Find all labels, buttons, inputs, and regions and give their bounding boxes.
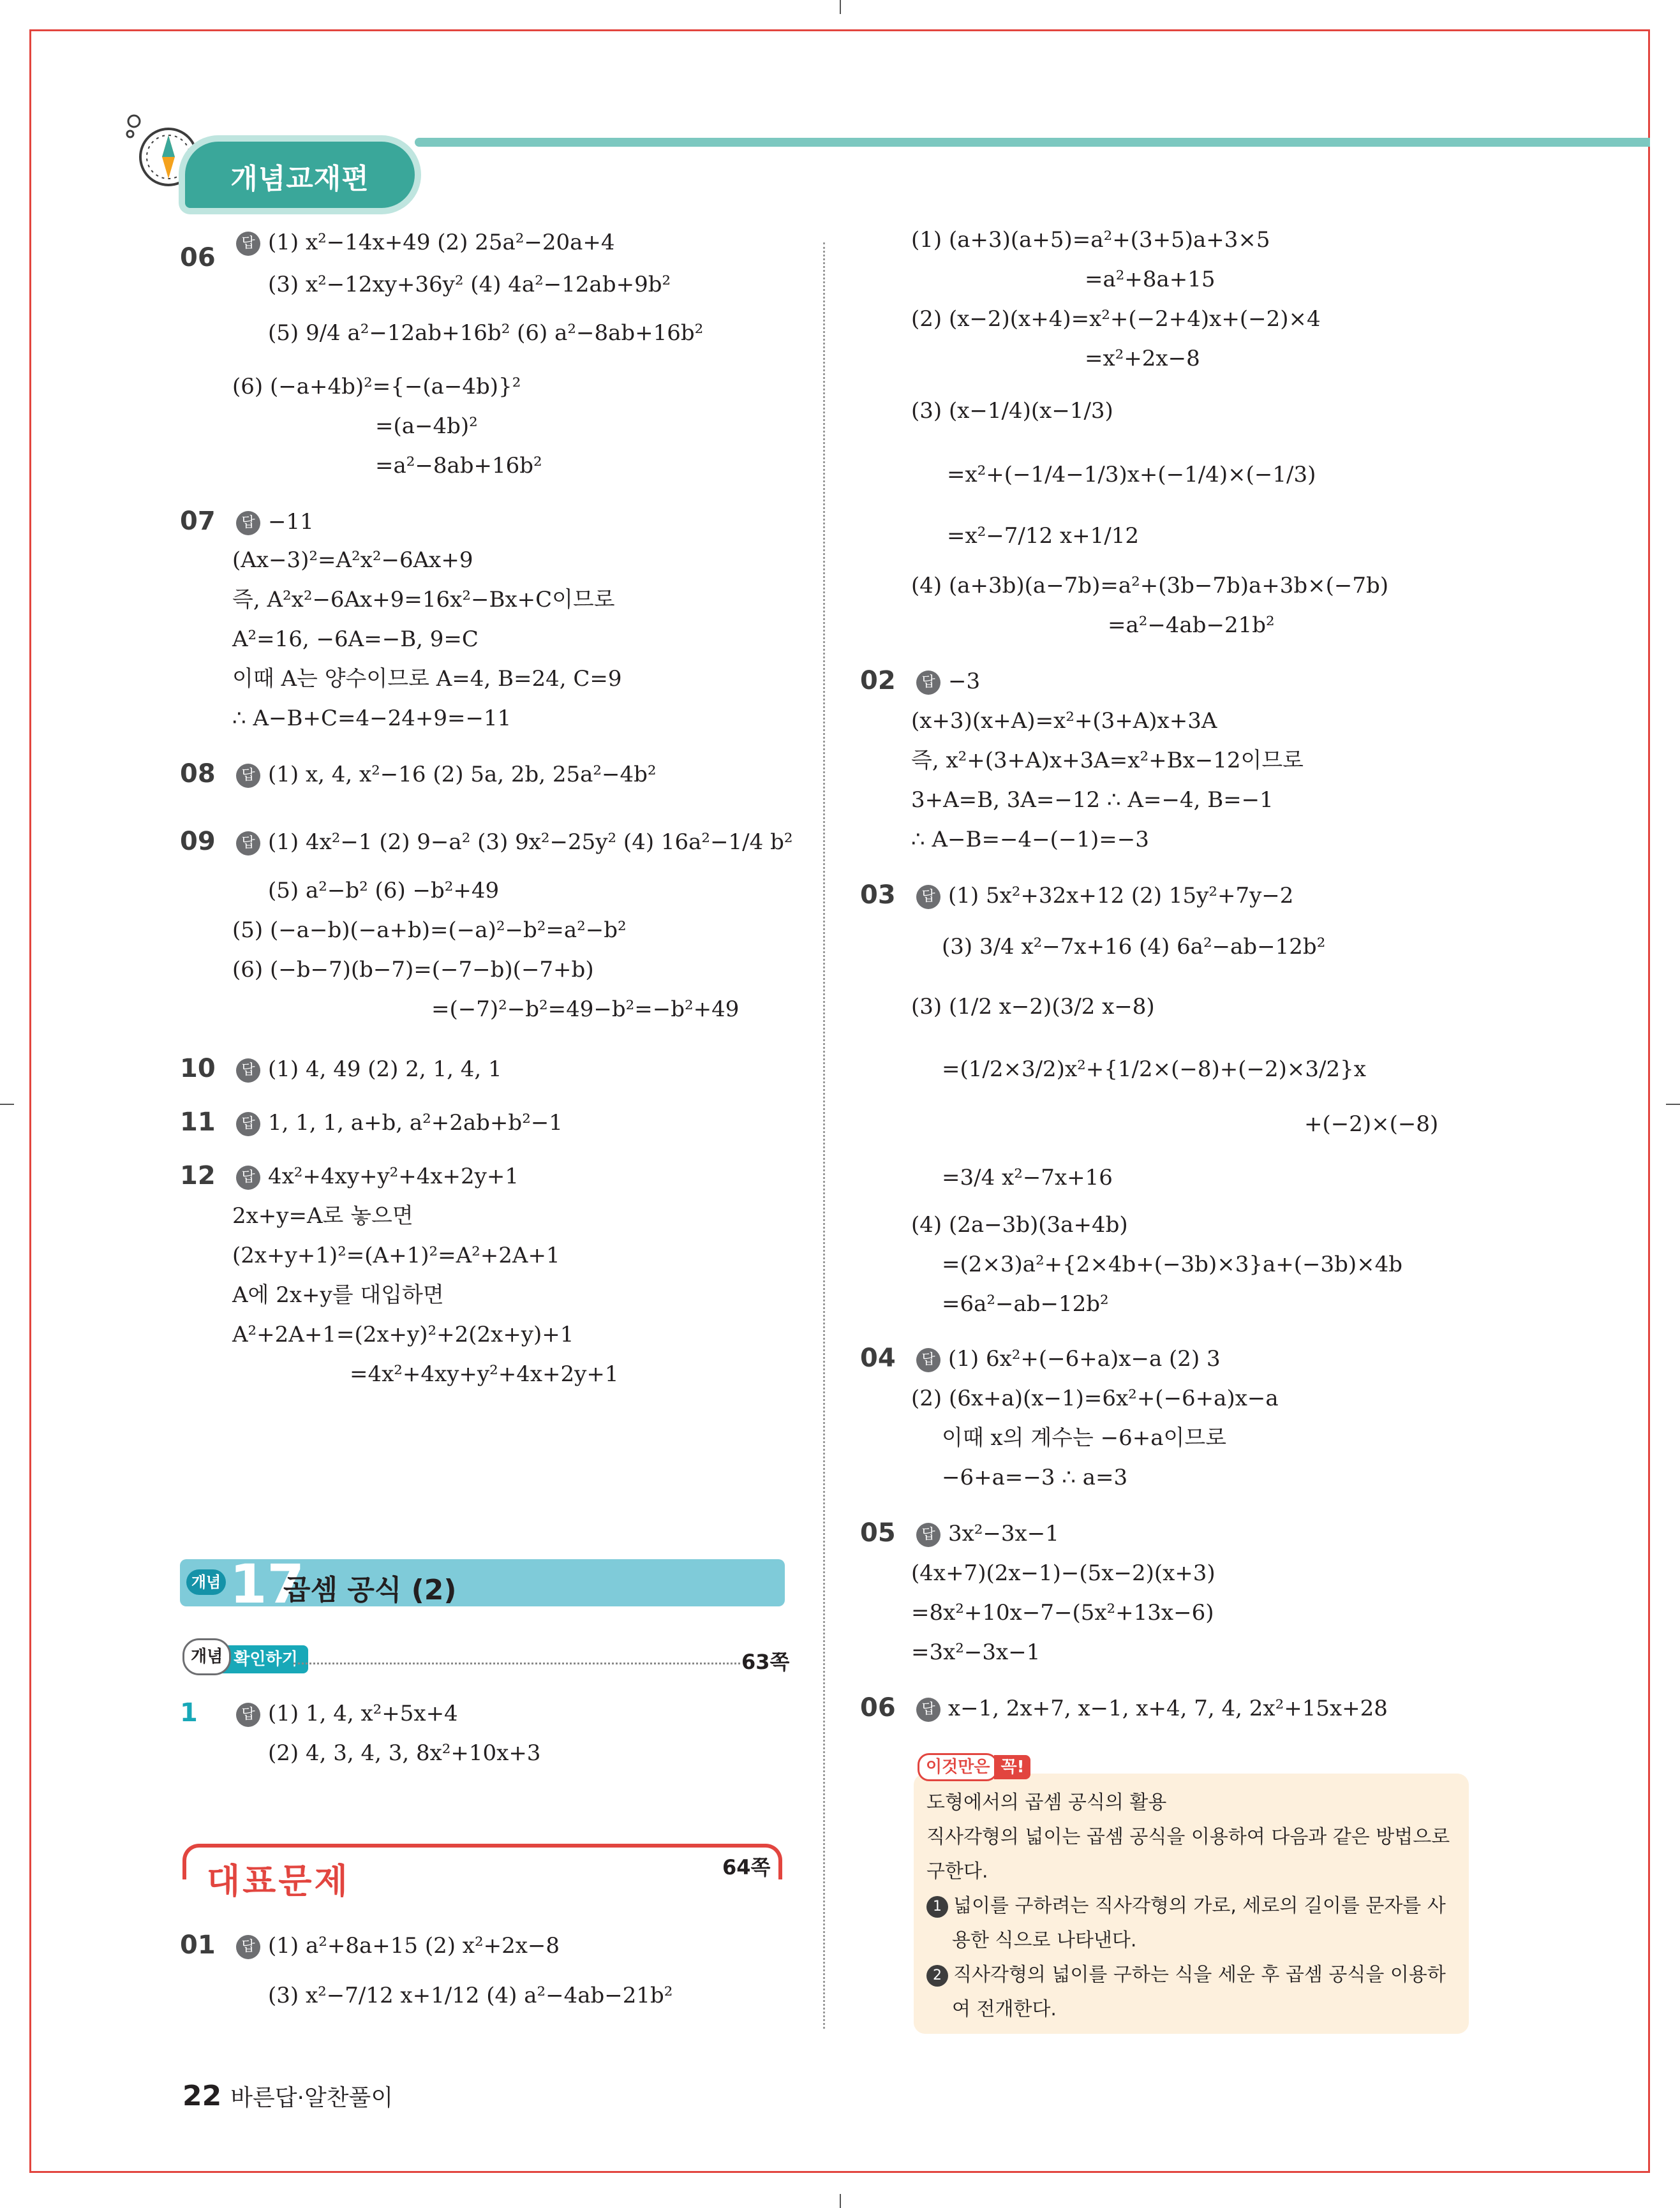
tip-heading xyxy=(918,1753,1030,1781)
solution-text: −6+a=−3 ∴ a=3 xyxy=(942,1465,1128,1490)
solution-text: (3) x²−7/12 x+1/12 (4) a²−4ab−21b² xyxy=(268,1983,673,2008)
solution-text: (2x+y+1)²=(A+1)²=A²+2A+1 xyxy=(232,1243,560,1268)
solution-line xyxy=(911,706,1217,736)
solution-line xyxy=(268,318,703,348)
solution-text: 1, 1, 1, a+b, a²+2ab+b²−1 xyxy=(268,1110,563,1136)
solution-text: (1) 4, 49 (2) 2, 1, 4, 1 xyxy=(268,1056,502,1082)
solution-line xyxy=(232,545,473,575)
solution-text: (1) (a+3)(a+5)=a²+(3+5)a+3×5 xyxy=(911,227,1270,253)
solution-line xyxy=(911,1638,1040,1667)
problem-number: 03 xyxy=(860,880,896,910)
header-rule xyxy=(415,138,1650,147)
section-title: 곱셈 공식 (2) xyxy=(283,1574,457,1606)
answer-badge: 답 xyxy=(236,1166,260,1190)
solution-line xyxy=(375,451,542,480)
solution-line xyxy=(1108,611,1275,640)
answer-badge: 답 xyxy=(916,885,940,909)
problem-number: 06 xyxy=(180,243,216,272)
solution-text: (3) 3/4 x²−7x+16 (4) 6a²−ab−12b² xyxy=(942,934,1326,960)
solution-line xyxy=(911,225,1270,255)
answer-badge: 답 xyxy=(916,1698,940,1722)
solution-line xyxy=(911,746,1304,775)
solution-line xyxy=(1304,1109,1438,1139)
solution-text: (1) 5x²+32x+12 (2) 15y²+7y−2 xyxy=(948,883,1294,908)
tip-line xyxy=(952,1927,1136,1955)
solution-line xyxy=(911,1384,1279,1413)
tip-line xyxy=(926,1823,1450,1851)
header-tab-label: 개념교재편 xyxy=(230,163,369,195)
solution-line xyxy=(911,1210,1128,1240)
solution-text: 즉, A²x²−6Ax+9=16x²−Bx+C이므로 xyxy=(232,587,615,612)
solution-text: −11 xyxy=(268,509,314,535)
solution-text: ∴ A−B=−4−(−1)=−3 xyxy=(911,827,1149,852)
solution-text: =x²−7/12 x+1/12 xyxy=(947,523,1139,549)
solution-line xyxy=(375,411,478,441)
solution-text: =(−7)²−b²=49−b²=−b²+49 xyxy=(431,997,740,1022)
solution-line xyxy=(236,228,615,257)
solution-text: (4) (2a−3b)(3a+4b) xyxy=(911,1212,1128,1238)
solution-text: +(−2)×(−8) xyxy=(1304,1111,1439,1137)
tip-line xyxy=(926,1858,988,1886)
solution-text: (3) x²−12xy+36y² (4) 4a²−12ab+9b² xyxy=(268,272,671,297)
solution-text: (5) (−a−b)(−a+b)=(−a)²−b²=a²−b² xyxy=(232,917,627,943)
solution-line xyxy=(232,1280,444,1310)
tip-line xyxy=(926,1789,1166,1817)
solution-line xyxy=(947,460,1316,489)
answer-badge: 답 xyxy=(236,831,260,856)
book-title: 바른답·알찬풀이 xyxy=(230,2085,394,2111)
solution-text: A²+2A+1=(2x+y)²+2(2x+y)+1 xyxy=(232,1322,574,1347)
solution-line xyxy=(350,1360,619,1389)
solution-text: =(a−4b)² xyxy=(375,413,478,439)
leader-dots xyxy=(294,1663,740,1664)
problem-number: 11 xyxy=(180,1108,216,1137)
crop-mark xyxy=(840,2194,841,2208)
solution-text: (x+3)(x+A)=x²+(3+A)x+3A xyxy=(911,708,1217,734)
solution-text: =a²+8a+15 xyxy=(1085,267,1215,292)
solution-text: =3x²−3x−1 xyxy=(911,1640,1041,1665)
step-number-icon: 2 xyxy=(926,1965,948,1987)
solution-text: (2) (6x+a)(x−1)=6x²+(−6+a)x−a xyxy=(911,1386,1279,1411)
solution-line xyxy=(1085,344,1200,373)
problem-number: 02 xyxy=(860,666,896,695)
check-label-confirm: 확인하기 xyxy=(214,1645,308,1673)
solution-line xyxy=(911,1598,1214,1627)
solution-line xyxy=(236,1055,502,1084)
section-number: 17 xyxy=(230,1553,304,1615)
tip-line xyxy=(952,1996,1057,2024)
solution-line xyxy=(911,825,1149,854)
solution-text: (5) 9/4 a²−12ab+16b² (6) a²−8ab+16b² xyxy=(268,320,704,346)
solution-line xyxy=(232,704,511,733)
section-pill: 개념 xyxy=(186,1569,226,1595)
solution-text: =(1/2×3/2)x²+{1/2×(−8)+(−2)×3/2}x xyxy=(942,1056,1366,1082)
solution-line xyxy=(232,585,615,614)
solution-line xyxy=(911,992,1155,1021)
problem-number: 05 xyxy=(860,1518,896,1548)
check-heading xyxy=(182,1638,308,1675)
solution-text: 2x+y=A로 놓으면 xyxy=(232,1203,413,1229)
solution-text: (1) a²+8a+15 (2) x²+2x−8 xyxy=(268,1933,560,1959)
problem-number: 06 xyxy=(860,1693,896,1723)
answer-badge: 답 xyxy=(236,764,260,788)
tip-text: 도형에서의 곱셈 공식의 활용 xyxy=(926,1791,1167,1814)
solution-line xyxy=(232,625,479,654)
solution-text: =4x²+4xy+y²+4x+2y+1 xyxy=(350,1361,619,1387)
crop-mark xyxy=(1666,1104,1680,1105)
solution-text: (6) (−a+4b)²={−(a−4b)}² xyxy=(232,374,521,399)
rep-page: 64쪽 xyxy=(722,1855,771,1879)
rep-title: 대표문제 xyxy=(202,1854,355,1903)
solution-text: −3 xyxy=(948,669,981,694)
answer-badge: 답 xyxy=(236,1058,260,1083)
solution-text: ∴ A−B+C=4−24+9=−11 xyxy=(232,706,512,731)
solution-line xyxy=(236,1699,458,1728)
problem-number: 07 xyxy=(180,507,216,536)
solution-text: 4x²+4xy+y²+4x+2y+1 xyxy=(268,1164,519,1189)
solution-line xyxy=(236,827,792,857)
solution-line xyxy=(232,915,627,945)
solution-line xyxy=(942,1055,1366,1084)
solution-text: =8x²+10x−7−(5x²+13x−6) xyxy=(911,1600,1214,1626)
solution-line xyxy=(232,1241,560,1270)
solution-text: =a²−8ab+16b² xyxy=(375,453,542,478)
solution-text: 3+A=B, 3A=−12 ∴ A=−4, B=−1 xyxy=(911,787,1274,813)
solution-text: 이때 A는 양수이므로 A=4, B=24, C=9 xyxy=(232,666,622,692)
answer-badge: 답 xyxy=(236,1703,260,1727)
problem-number: 01 xyxy=(180,1930,216,1960)
tip-label: 이것만은 xyxy=(918,1753,998,1781)
solution-line xyxy=(232,1201,413,1231)
tip-text: 넓이를 구하려는 직사각형의 가로, 세로의 길이를 문자를 사 xyxy=(953,1895,1446,1917)
tip-line xyxy=(926,1892,1446,1920)
solution-line xyxy=(916,1519,1059,1548)
solution-line xyxy=(911,1559,1215,1588)
footer xyxy=(182,2080,393,2112)
problem-number: 10 xyxy=(180,1054,216,1083)
solution-line xyxy=(947,521,1139,551)
problem-number: 08 xyxy=(180,759,216,789)
solution-line xyxy=(232,955,594,984)
solution-text: (6) (−b−7)(b−7)=(−7−b)(−7+b) xyxy=(232,957,594,982)
solution-line xyxy=(916,1694,1388,1723)
solution-line xyxy=(942,932,1325,961)
solution-line xyxy=(942,1463,1127,1492)
problem-number: 04 xyxy=(860,1344,896,1373)
solution-line xyxy=(268,876,499,905)
solution-line xyxy=(911,785,1274,815)
solution-line xyxy=(911,304,1321,334)
tip-line xyxy=(926,1961,1446,1989)
header-tab xyxy=(185,142,415,208)
tip-text: 여 전개한다. xyxy=(952,1998,1057,2020)
check-page: 63쪽 xyxy=(741,1650,790,1674)
solution-text: (5) a²−b² (6) −b²+49 xyxy=(268,878,500,903)
solution-line xyxy=(236,507,314,537)
solution-line xyxy=(268,1981,673,2010)
solution-line xyxy=(232,1320,574,1349)
solution-text: (2) (x−2)(x+4)=x²+(−2+4)x+(−2)×4 xyxy=(911,306,1321,332)
answer-badge: 답 xyxy=(916,671,940,695)
solution-text: 즉, x²+(3+A)x+3A=x²+Bx−12이므로 xyxy=(911,748,1304,773)
solution-line xyxy=(236,1108,563,1137)
column-divider xyxy=(823,242,825,2029)
solution-text: A에 2x+y를 대입하면 xyxy=(232,1282,444,1308)
section-bar xyxy=(180,1553,785,1615)
solution-text: (1) 4x²−1 (2) 9−a² (3) 9x²−25y² (4) 16a²−1/4 b² xyxy=(268,829,793,855)
solution-line xyxy=(942,1423,1226,1453)
solution-line xyxy=(916,667,980,696)
problem-number: 12 xyxy=(180,1161,216,1190)
solution-text: (1) x, 4, x²−16 (2) 5a, 2b, 25a²−4b² xyxy=(268,762,657,787)
crop-mark xyxy=(840,0,841,14)
answer-badge: 답 xyxy=(916,1523,940,1547)
solution-text: =a²−4ab−21b² xyxy=(1108,612,1275,638)
solution-text: 3x²−3x−1 xyxy=(948,1521,1059,1546)
problem-number: 1 xyxy=(180,1698,198,1728)
solution-line xyxy=(942,1289,1109,1319)
solution-text: (1) 1, 4, x²+5x+4 xyxy=(268,1701,458,1726)
step-number-icon: 1 xyxy=(926,1896,948,1918)
solution-line xyxy=(236,760,657,789)
solution-text: (1) 6x²+(−6+a)x−a (2) 3 xyxy=(948,1346,1221,1372)
answer-badge: 답 xyxy=(916,1348,940,1372)
solution-line xyxy=(232,372,521,401)
solution-text: =3/4 x²−7x+16 xyxy=(942,1165,1113,1190)
solution-text: (Ax−3)²=A²x²−6Ax+9 xyxy=(232,547,473,573)
crop-mark xyxy=(0,1104,14,1105)
solution-text: (4x+7)(2x−1)−(5x−2)(x+3) xyxy=(911,1560,1215,1586)
solution-text: =x²+(−1/4−1/3)x+(−1/4)×(−1/3) xyxy=(947,462,1316,487)
tip-text: 용한 식으로 나타낸다. xyxy=(952,1929,1137,1952)
solution-line xyxy=(911,396,1113,426)
solution-text: =x²+2x−8 xyxy=(1085,346,1200,371)
solution-line xyxy=(236,1931,560,1960)
solution-text: =6a²−ab−12b² xyxy=(942,1291,1109,1317)
solution-text: 이때 x의 계수는 −6+a이므로 xyxy=(942,1425,1227,1451)
solution-line xyxy=(431,995,739,1024)
solution-text: (3) (1/2 x−2)(3/2 x−8) xyxy=(911,994,1155,1019)
solution-line xyxy=(232,664,622,693)
solution-text: =(2×3)a²+{2×4b+(−3b)×3}a+(−3b)×4b xyxy=(942,1252,1403,1277)
tip-text: 직사각형의 넓이는 곱셈 공식을 이용하여 다음과 같은 방법으로 xyxy=(926,1826,1450,1848)
tip-text: 구한다. xyxy=(926,1860,988,1883)
solution-text: (4) (a+3b)(a−7b)=a²+(3b−7b)a+3b×(−7b) xyxy=(911,573,1389,598)
solution-line xyxy=(942,1250,1402,1279)
tip-text: 직사각형의 넓이를 구하는 식을 세운 후 곱셈 공식을 이용하 xyxy=(953,1964,1446,1986)
solution-line xyxy=(268,270,671,299)
solution-text: x−1, 2x+7, x−1, x+4, 7, 4, 2x²+15x+28 xyxy=(948,1696,1388,1721)
solution-text: (2) 4, 3, 4, 3, 8x²+10x+3 xyxy=(268,1740,541,1766)
solution-text: A²=16, −6A=−B, 9=C xyxy=(232,626,479,652)
answer-badge: 답 xyxy=(236,1112,260,1136)
solution-line xyxy=(916,1344,1221,1374)
solution-line xyxy=(916,881,1293,910)
solution-line xyxy=(942,1163,1113,1192)
answer-badge: 답 xyxy=(236,511,260,535)
answer-badge: 답 xyxy=(236,1935,260,1959)
solution-line xyxy=(268,1738,540,1768)
solution-line xyxy=(236,1162,519,1191)
answer-badge: 답 xyxy=(236,232,260,256)
solution-text: (3) (x−1/4)(x−1/3) xyxy=(911,398,1113,424)
solution-text: (1) x²−14x+49 (2) 25a²−20a+4 xyxy=(268,230,615,255)
solution-line xyxy=(911,571,1388,600)
tip-label-accent: 꼭! xyxy=(994,1755,1030,1779)
page-number: 22 xyxy=(182,2080,222,2112)
problem-number: 09 xyxy=(180,827,216,856)
check-label-concept: 개념 xyxy=(182,1638,231,1675)
solution-line xyxy=(1085,265,1215,294)
